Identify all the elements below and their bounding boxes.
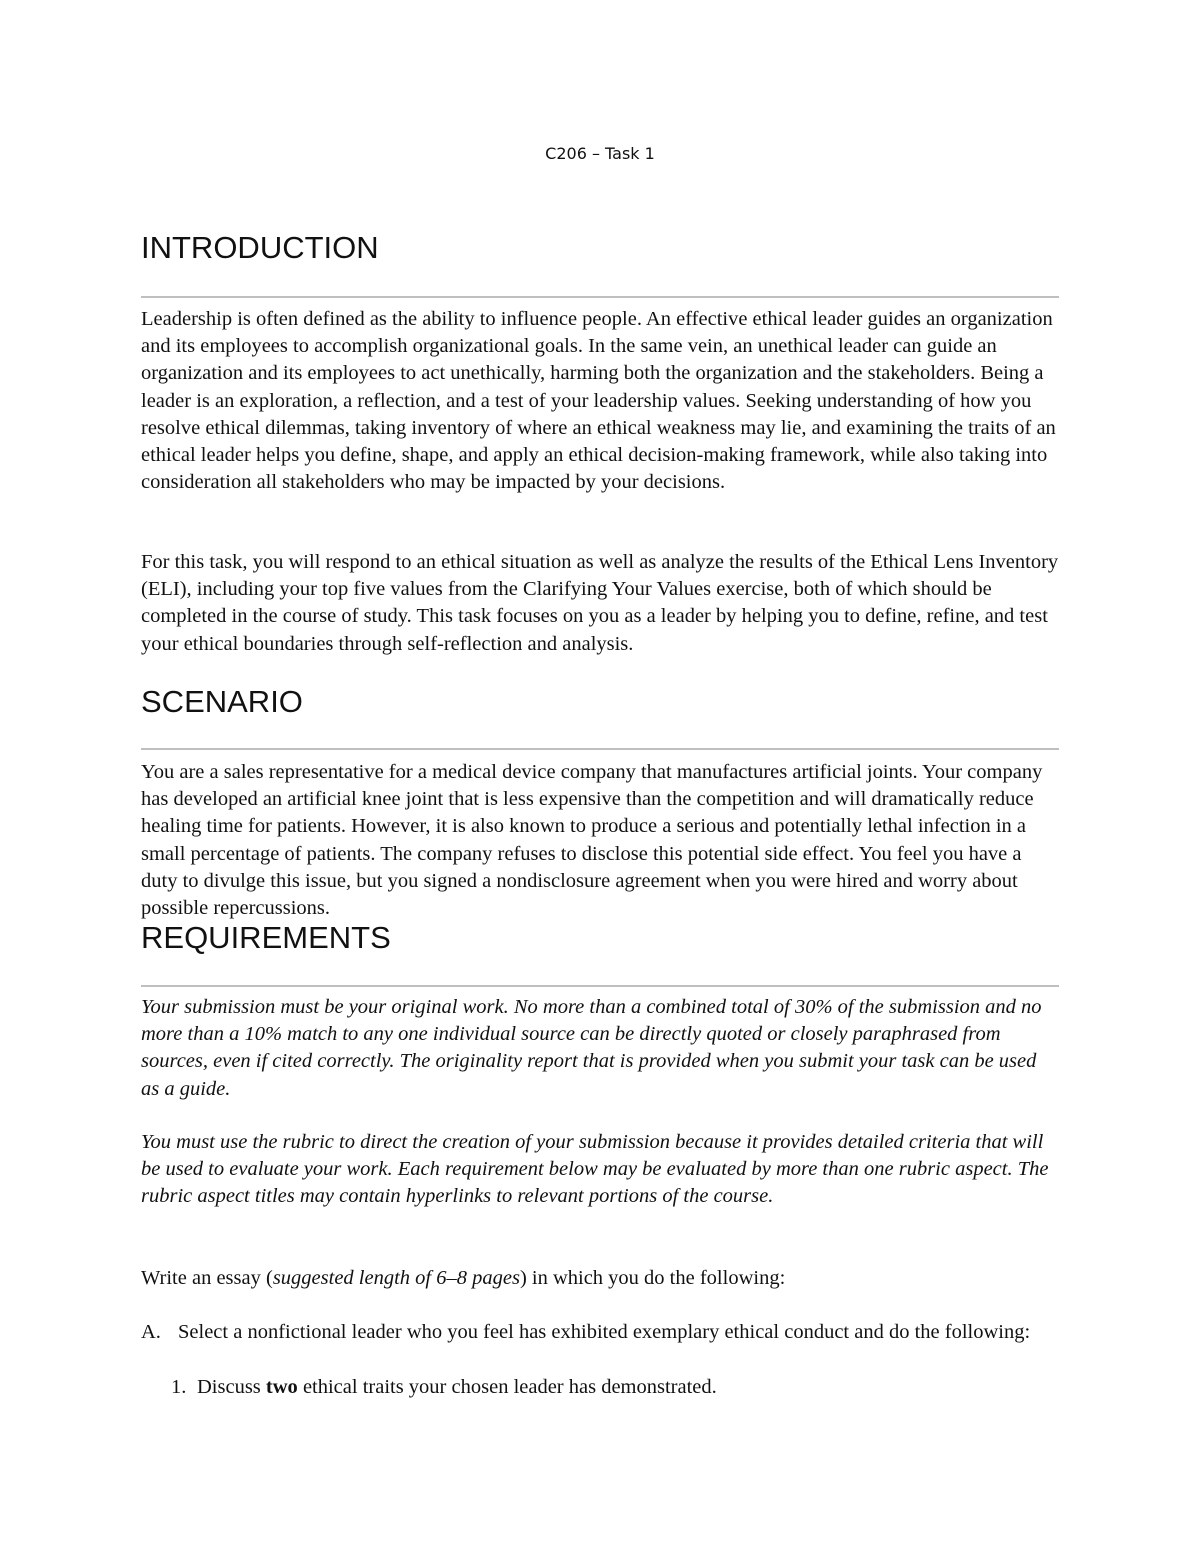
introduction-divider: [141, 296, 1059, 298]
scenario-divider: [141, 748, 1059, 750]
scenario-paragraph: You are a sales representative for a medical device company that manufactures artificial joints. Your company has developed an artificial knee joint that is less expensive than the competition and will dramatically reduce healing time for patients. However, it is also known to produce a serious and potentially lethal infection in a small percentage of patients. The company refuses to disclose this potential side effect. You feel you have a duty to divulge this issue, but you signed a nondisclosure agreement when you were hired and worry about possible repercussions.: [141, 761, 1043, 920]
essay-suggested-length: suggested length of 6–8 pages: [272, 1267, 520, 1289]
item-1-text: [197, 1374, 1059, 1401]
introduction-paragraph-1: Leadership is often defined as the ability to influence people. An effective ethical leader guides an organization and its employees to accomplish organizational goals. In the same vein, an unethical leader can guide an organization and its employees to act unethically, harming both the organization and the stakeholders. Being a leader is an exploration, a reflection, and a test of your leadership values. Seeking understanding of how you resolve ethical dilemmas, taking inventory of where an ethical weakness may lie, and examining the traits of an ethical leader helps you define, shape, and apply an ethical decision-making framework, while also taking into consideration all stakeholders who may be impacted by your decisions.: [141, 308, 1056, 494]
item-1-suffix: ethical traits your chosen leader has demonstrated.: [297, 1376, 717, 1398]
item-1-prefix: Discuss: [197, 1376, 266, 1398]
introduction-heading: INTRODUCTION: [141, 230, 379, 265]
page-header: C206 – Task 1: [545, 144, 655, 163]
originality-note: Your submission must be your original work. No more than a combined total of 30% of the submission and no more than a 10% match to any one individual source can be directly quoted or closely paraphrased from sources, even if cited correctly. The originality report that is provided when you submit your task can be used as a guide.: [141, 996, 1042, 1100]
item-a-marker: A.: [141, 1321, 161, 1343]
introduction-paragraph-2: For this task, you will respond to an ethical situation as well as analyze the results of the Ethical Lens Inventory (ELI), including your top five values from the Clarifying Your Values exercise, both of which should be completed in the course of study. This task focuses on you as a leader by helping you to define, refine, and test your ethical boundaries through self-reflection and analysis.: [141, 551, 1059, 655]
requirement-item-a: [141, 1319, 1059, 1346]
essay-instruction-prefix: Write an essay (: [141, 1267, 273, 1289]
essay-instruction-suffix: ) in which you do the following:: [519, 1267, 786, 1289]
item-1-marker: 1.: [171, 1376, 187, 1398]
scenario-heading: SCENARIO: [141, 684, 303, 719]
essay-instruction: [141, 1265, 1059, 1292]
requirement-item-a-1: [171, 1374, 1059, 1401]
item-a-text: Select a nonfictional leader who you feel has exhibited exemplary ethical conduct and do the following:: [178, 1321, 1031, 1343]
requirements-divider: [141, 985, 1059, 987]
rubric-note: You must use the rubric to direct the creation of your submission because it provides detailed criteria that will be used to evaluate your work. Each requirement below may be evaluated by more than one rubric aspect. The rubric aspect titles may contain hyperlinks to relevant portions of the course.: [141, 1131, 1049, 1208]
requirements-heading: REQUIREMENTS: [141, 920, 391, 955]
item-1-emphasis: two: [265, 1376, 298, 1398]
